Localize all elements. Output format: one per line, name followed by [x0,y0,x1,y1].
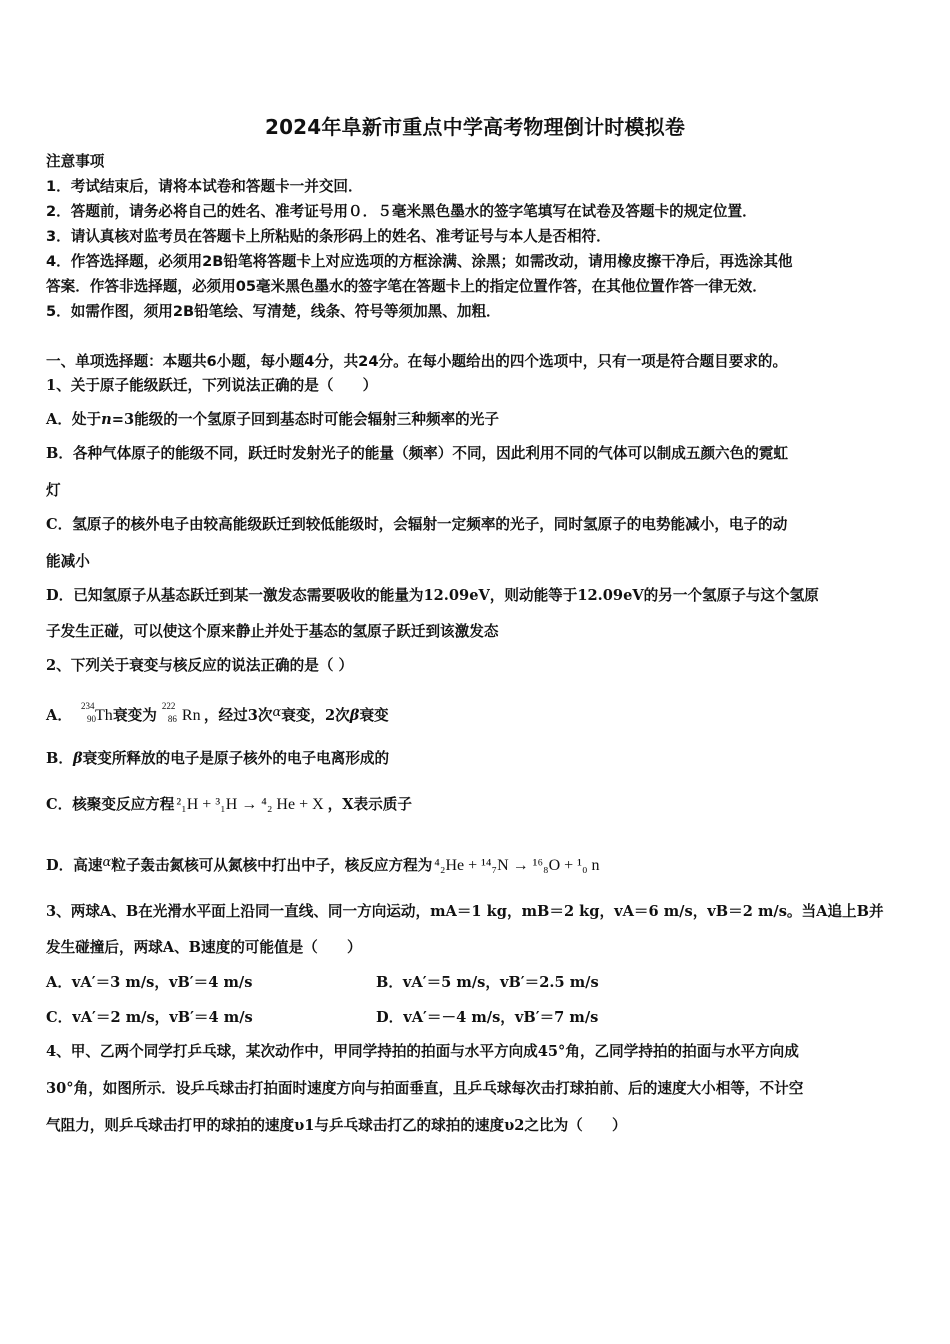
q4-stem-cont-2: 气阻力，则乒乓球击打甲的球拍的速度υ1与乒乓球击打乙的球拍的速度υ2之比为（ ） [46,1117,627,1134]
q1-option-b: B．各种气体原子的能级不同，跃迁时发射光子的能量（频率）不同，因此利用不同的气体可以制成五颜六色的霓虹 [46,445,789,462]
q2-option-d: D．高速α粒子轰击氮核可从氮核中打出中子，核反应方程为 ⁴₂He + ¹⁴₇N → ¹⁶₈O + ¹₀ n [46,855,600,874]
q3-option-a: A．vA′＝3 m/s，vB′＝4 m/s [46,974,253,991]
q3-option-c: C．vA′＝2 m/s，vB′＝4 m/s [46,1009,253,1026]
section-heading: 一、单项选择题：本题共6小题，每小题4分，共24分。在每小题给出的四个选项中，只有一项是符合题目要求的。 [46,353,788,370]
notice-item-4-cont: 答案．作答非选择题，必须用05毫米黑色墨水的签字笔在答题卡上的指定位置作答，在其他位置作答一律无效． [46,278,767,295]
q1-option-a: A．处于n=3能级的一个氢原子回到基态时可能会辐射三种频率的光子 [46,411,499,428]
notice-item-1: 1．考试结束后，请将本试卷和答题卡一并交回． [46,178,363,195]
fusion-equation: ²₁H + ³₁H → ⁴₂ He + X [176,796,324,813]
q3-stem-cont: 发生碰撞后，两球A、B速度的可能值是（ ） [46,939,362,956]
q3-option-b: B．vA′＝5 m/s，vB′＝2.5 m/s [376,974,599,991]
thorium-nuclide: 234 90 Th [81,701,113,724]
q2-option-a: A． 234 90 Th衰变为 222 86 Rn ，经过3次α衰变，2次β衰变 [46,701,389,724]
notice-item-4: 4．作答选择题，必须用2B铅笔将答题卡上对应选项的方框涂满、涂黑；如需改动，请用橡皮擦干净后，再选涂其他 [46,253,793,270]
q1-option-c-cont: 能减小 [46,553,90,570]
q2-stem: 2、下列关于衰变与核反应的说法正确的是（ ） [46,657,354,674]
notice-item-2: 2．答题前，请务必将自己的姓名、准考证号用０．５毫米黑色墨水的签字笔填写在试卷及答题卡的规定位置． [46,203,757,220]
q2-option-b: B．β衰变所释放的电子是原子核外的电子电离形成的 [46,750,390,767]
q1-option-b-cont: 灯 [46,482,61,499]
q4-stem: 4、甲、乙两个同学打乒乓球，某次动作中，甲同学持拍的拍面与水平方向成45°角，乙同学持拍的拍面与水平方向成 [46,1043,799,1060]
q3-stem: 3、两球A、B在光滑水平面上沿同一直线、同一方向运动，mA＝1 kg，mB＝2 kg，vA＝6 m/s，vB＝2 m/s。当A追上B并 [46,903,884,920]
q1-stem: 1、关于原子能级跃迁，下列说法正确的是（ ） [46,377,378,394]
q4-stem-cont-1: 30°角，如图所示．设乒乓球击打拍面时速度方向与拍面垂直，且乒乓球每次击打球拍前、后的速度大小相等，不计空 [46,1080,804,1097]
q1-option-d: D．已知氢原子从基态跃迁到某一激发态需要吸收的能量为12.09eV，则动能等于12.09eV的另一个氢原子与这个氢原 [46,587,819,604]
q3-option-d: D．vA′＝－4 m/s，vB′＝7 m/s [376,1009,599,1026]
notice-item-3: 3．请认真核对监考员在答题卡上所粘贴的条形码上的姓名、准考证号与本人是否相符． [46,228,611,245]
radon-nuclide: 222 86 Rn [161,701,201,724]
q1-option-c: C．氢原子的核外电子由较高能级跃迁到较低能级时，会辐射一定频率的光子，同时氢原子的电势能减小，电子的动 [46,516,788,533]
transmutation-equation: ⁴₂He + ¹⁴₇N → ¹⁶₈O + ¹₀ n [434,857,600,874]
page-title: 2024年阜新市重点中学高考物理倒计时模拟卷 [264,115,686,139]
q1-option-d-cont: 子发生正碰，可以使这个原来静止并处于基态的氢原子跃迁到该激发态 [46,623,499,640]
notice-heading: 注意事项 [46,153,105,170]
q2-option-c: C．核聚变反应方程 ²₁H + ³₁H → ⁴₂ He + X ，X表示质子 [46,796,412,813]
notice-item-5: 5．如需作图，须用2B铅笔绘、写清楚，线条、符号等须加黑、加粗． [46,303,501,320]
